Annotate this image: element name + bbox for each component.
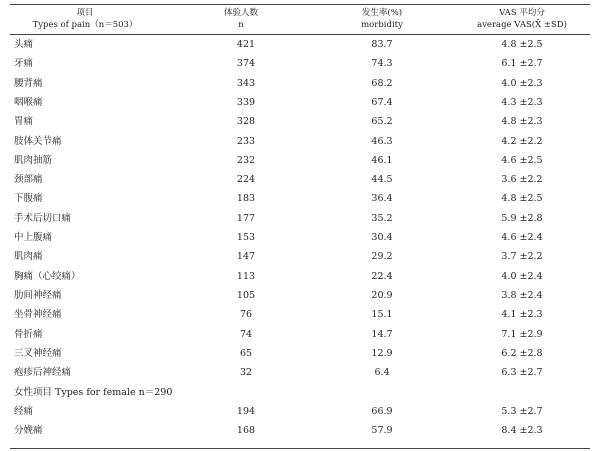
- table-top-rule: [10, 4, 590, 5]
- cell-vas: 6.1 ±2.7: [501, 58, 543, 70]
- cell-count: 76: [239, 309, 253, 321]
- cell-count: 168: [236, 425, 256, 436]
- cell-pain-type: 疱疹后神经痛: [14, 367, 72, 379]
- cell-pain-type: 下腹痛: [14, 193, 43, 205]
- cell-pain-type: 坐骨神经痛: [14, 309, 62, 321]
- cell-morbidity: 15.1: [371, 309, 393, 321]
- cell-morbidity: 68.2: [371, 77, 393, 89]
- cell-vas: 6.3 ±2.7: [501, 367, 543, 379]
- cell-vas: 5.9 ±2.8: [501, 212, 543, 224]
- cell-pain-type: 咽喉痛: [14, 96, 43, 108]
- cell-pain-type: 肌肉痛: [14, 251, 43, 263]
- cell-pain-type: 腰背痛: [14, 77, 43, 89]
- cell-pain-type: 分娩痛: [14, 425, 43, 436]
- cell-pain-type: 肋间神经痛: [14, 289, 62, 301]
- cell-vas: 4.6 ±2.4: [501, 232, 543, 243]
- cell-count: 328: [236, 116, 256, 128]
- cell-morbidity: 6.4: [374, 367, 390, 379]
- cell-count: 232: [236, 154, 256, 166]
- cell-count: 32: [239, 367, 253, 379]
- cell-morbidity: 12.9: [371, 347, 393, 359]
- cell-morbidity: 66.9: [371, 405, 393, 417]
- cell-morbidity: 29.2: [371, 251, 393, 263]
- cell-morbidity: 65.2: [371, 116, 393, 128]
- header-count-cn: 体验人数: [223, 8, 258, 18]
- cell-vas: 7.1 ±2.9: [501, 328, 543, 340]
- header-rate-en: morbidity: [361, 20, 403, 30]
- cell-morbidity: 35.2: [371, 212, 393, 224]
- cell-morbidity: 36.4: [371, 193, 393, 205]
- cell-vas: 3.8 ±2.4: [501, 289, 543, 301]
- cell-pain-type: 牙痛: [14, 58, 34, 70]
- cell-count: 177: [236, 212, 256, 224]
- cell-morbidity: 46.1: [371, 154, 393, 166]
- female-section-title: 女性项目 Types for female n＝290: [14, 387, 173, 399]
- cell-pain-type: 骨折痛: [14, 328, 43, 340]
- cell-pain-type: 中上腹痛: [14, 232, 53, 243]
- cell-pain-type: 颈部痛: [14, 174, 43, 186]
- table-bottom-rule: [10, 448, 590, 449]
- cell-count: 421: [236, 39, 256, 50]
- cell-count: 224: [236, 174, 256, 186]
- header-rate-cn: 发生率(%): [361, 8, 403, 18]
- cell-count: 74: [239, 328, 253, 340]
- header-type-cn: 项目: [76, 8, 94, 18]
- cell-pain-type: 肌肉抽筋: [14, 154, 53, 166]
- cell-vas: 4.3 ±2.3: [501, 96, 543, 108]
- cell-morbidity: 74.3: [371, 58, 393, 70]
- cell-vas: 4.6 ±2.5: [501, 154, 543, 166]
- cell-morbidity: 14.7: [371, 328, 393, 340]
- table-header-rule: [10, 34, 590, 35]
- cell-morbidity: 46.3: [371, 135, 393, 147]
- cell-count: 105: [236, 289, 256, 301]
- cell-vas: 4.0 ±2.4: [501, 270, 543, 282]
- cell-count: 153: [236, 232, 256, 243]
- cell-vas: 4.8 ±2.5: [501, 39, 543, 50]
- cell-vas: 6.2 ±2.8: [501, 347, 543, 359]
- cell-vas: 4.0 ±2.3: [501, 77, 543, 89]
- cell-count: 233: [236, 135, 256, 147]
- cell-count: 194: [236, 405, 256, 417]
- cell-pain-type: 手术后切口痛: [14, 212, 72, 224]
- cell-vas: 4.1 ±2.3: [501, 309, 543, 321]
- cell-morbidity: 67.4: [371, 96, 393, 108]
- cell-morbidity: 22.4: [371, 270, 393, 282]
- cell-count: 343: [236, 77, 256, 89]
- cell-pain-type: 经痛: [14, 405, 34, 417]
- cell-vas: 4.8 ±2.5: [501, 193, 543, 205]
- cell-pain-type: 三叉神经痛: [14, 347, 62, 359]
- header-vas-cn: VAS 平均分: [499, 8, 545, 18]
- cell-morbidity: 83.7: [371, 39, 393, 50]
- cell-pain-type: 胃痛: [14, 116, 34, 128]
- header-type-en: Types of pain（n＝503）: [32, 20, 138, 30]
- cell-count: 183: [236, 193, 256, 205]
- cell-vas: 5.3 ±2.7: [501, 405, 543, 417]
- cell-vas: 8.4 ±2.3: [501, 425, 543, 436]
- cell-pain-type: 胸痛（心绞痛）: [14, 270, 81, 282]
- header-vas-en: average VAS(X̄ ±SD): [477, 20, 567, 30]
- cell-morbidity: 30.4: [371, 232, 393, 243]
- cell-count: 374: [236, 58, 256, 70]
- cell-pain-type: 头痛: [14, 39, 34, 50]
- cell-vas: 3.6 ±2.2: [501, 174, 543, 186]
- cell-count: 339: [236, 96, 256, 108]
- cell-vas: 4.2 ±2.2: [501, 135, 543, 147]
- cell-count: 65: [239, 347, 253, 359]
- cell-count: 147: [236, 251, 256, 263]
- cell-count: 113: [236, 270, 256, 282]
- cell-vas: 3.7 ±2.2: [501, 251, 543, 263]
- cell-morbidity: 44.5: [371, 174, 393, 186]
- cell-vas: 4.8 ±2.3: [501, 116, 543, 128]
- cell-morbidity: 57.9: [371, 425, 393, 436]
- cell-pain-type: 肢体关节痛: [14, 135, 62, 147]
- cell-morbidity: 20.9: [371, 289, 393, 301]
- header-count-en: n: [238, 20, 244, 30]
